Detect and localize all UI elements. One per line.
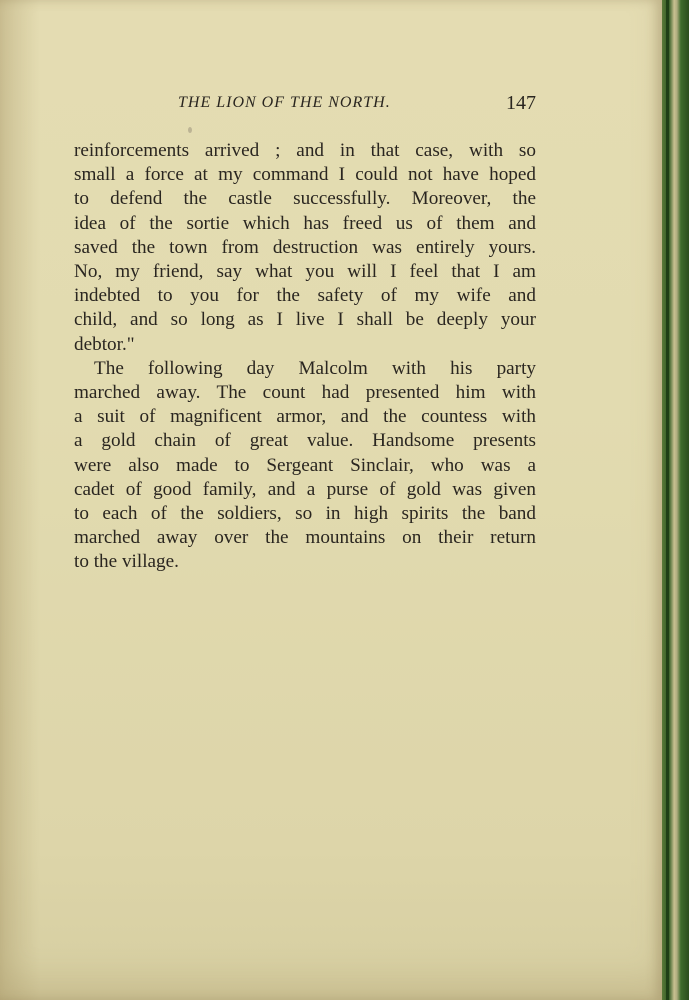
text-line: to defend the castle successfully. Moreover, the xyxy=(74,188,536,210)
page-number: 147 xyxy=(506,92,536,114)
text-line: indebted to you for the safety of my wife and xyxy=(74,285,536,307)
body-text xyxy=(74,139,536,575)
text-line: child, and so long as I live I shall be deeply your xyxy=(74,309,536,331)
text-line: saved the town from destruction was entirely yours. xyxy=(74,236,536,258)
text-line: to the village. xyxy=(74,551,179,573)
text-line: a suit of magnificent armor, and the countess with xyxy=(74,406,536,428)
text-line: reinforcements arrived ; and in that case, with so xyxy=(74,140,536,161)
text-line: cadet of good family, and a purse of gold was given xyxy=(74,478,536,500)
page-gutter-shadow xyxy=(0,0,40,1000)
text-line: a gold chain of great value. Handsome presents xyxy=(74,430,536,452)
text-line: were also made to Sergeant Sinclair, who was a xyxy=(74,454,536,476)
text-line: to each of the soldiers, so in high spirits the band xyxy=(74,503,536,525)
text-line: small a force at my command I could not have hoped xyxy=(74,164,536,186)
binding-line xyxy=(666,0,669,1000)
text-line: idea of the sortie which has freed us of them and xyxy=(74,212,536,234)
text-line: The following day Malcolm with his party xyxy=(94,357,536,379)
text-line: debtor." xyxy=(74,333,135,355)
running-title: THE LION OF THE NORTH. xyxy=(178,94,391,111)
text-line: No, my friend, say what you will I feel that I am xyxy=(74,261,536,283)
text-line: marched away over the mountains on their return xyxy=(74,527,536,549)
page-header xyxy=(0,94,662,122)
paper-speck xyxy=(188,127,192,133)
text-line: marched away. The count had presented him with xyxy=(74,382,536,404)
